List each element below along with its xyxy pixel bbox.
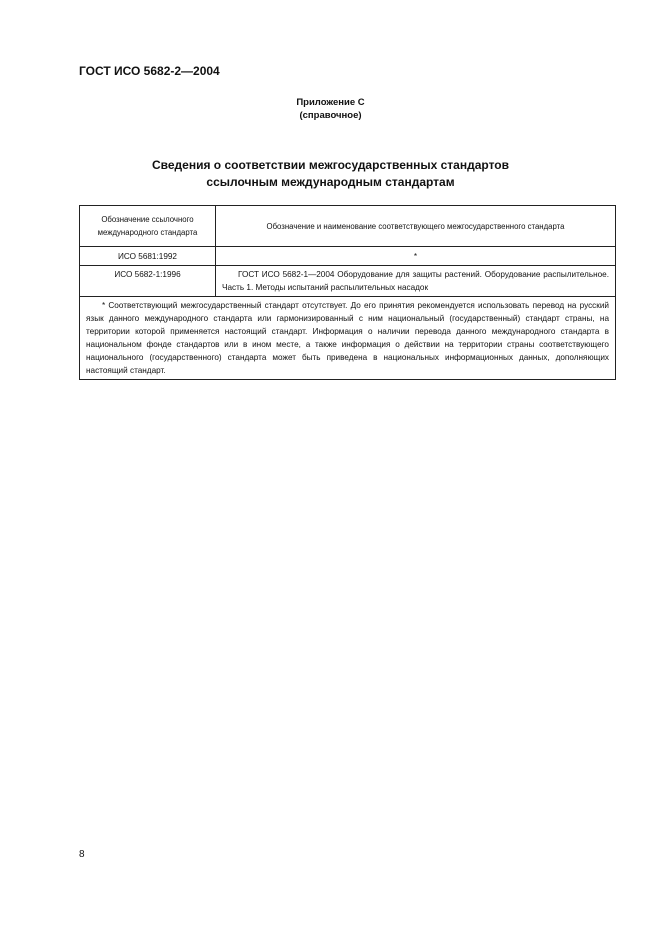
header-corresponding-standard: Обозначение и наименование соответствующего межгосударственного стандарта	[216, 206, 616, 247]
cell-reference-standard: ИСО 5681:1992	[80, 247, 216, 266]
section-title-line-1: Сведения о соответствии межгосударственных стандартов	[152, 158, 509, 172]
annex-type: (справочное)	[299, 110, 362, 121]
table-header-row	[80, 206, 616, 247]
header-reference-standard: Обозначение ссылочного международного стандарта	[80, 206, 216, 247]
table-footnote: * Соответствующий межгосударственный стандарт отсутствует. До его принятия рекомендуется использовать перевод на русский язык данного международного стандарта или гармонизированный с ним национальный (государственный) стандарт страны, на территории которой применяется настоящий стандарт. Информация о наличии перевода данного международного стандарта в национальном фонде стандартов или в ином месте, а также информация о действии на территории страны соответствующего национального (государственного) стандарта может быть приведена в национальных информационных данных, дополняющих настоящий стандарт.	[80, 297, 616, 380]
table-row	[80, 247, 616, 266]
cell-corresponding-standard: ГОСТ ИСО 5682-1—2004 Оборудование для защиты растений. Оборудование распылительное. Часть 1. Методы испытаний распылительных насадок	[216, 266, 616, 297]
section-title	[0, 157, 661, 191]
section-title-line-2: ссылочным международным стандартам	[206, 175, 455, 189]
cell-corresponding-standard: *	[216, 247, 616, 266]
page-number: 8	[79, 849, 85, 860]
document-designation: ГОСТ ИСО 5682-2—2004	[79, 64, 220, 78]
cell-reference-standard: ИСО 5682-1:1996	[80, 266, 216, 297]
annex-label: Приложение С	[296, 97, 365, 108]
table-footnote-row	[80, 297, 616, 380]
table-row	[80, 266, 616, 297]
correspondence-table	[79, 205, 616, 380]
annex-heading	[0, 96, 661, 122]
